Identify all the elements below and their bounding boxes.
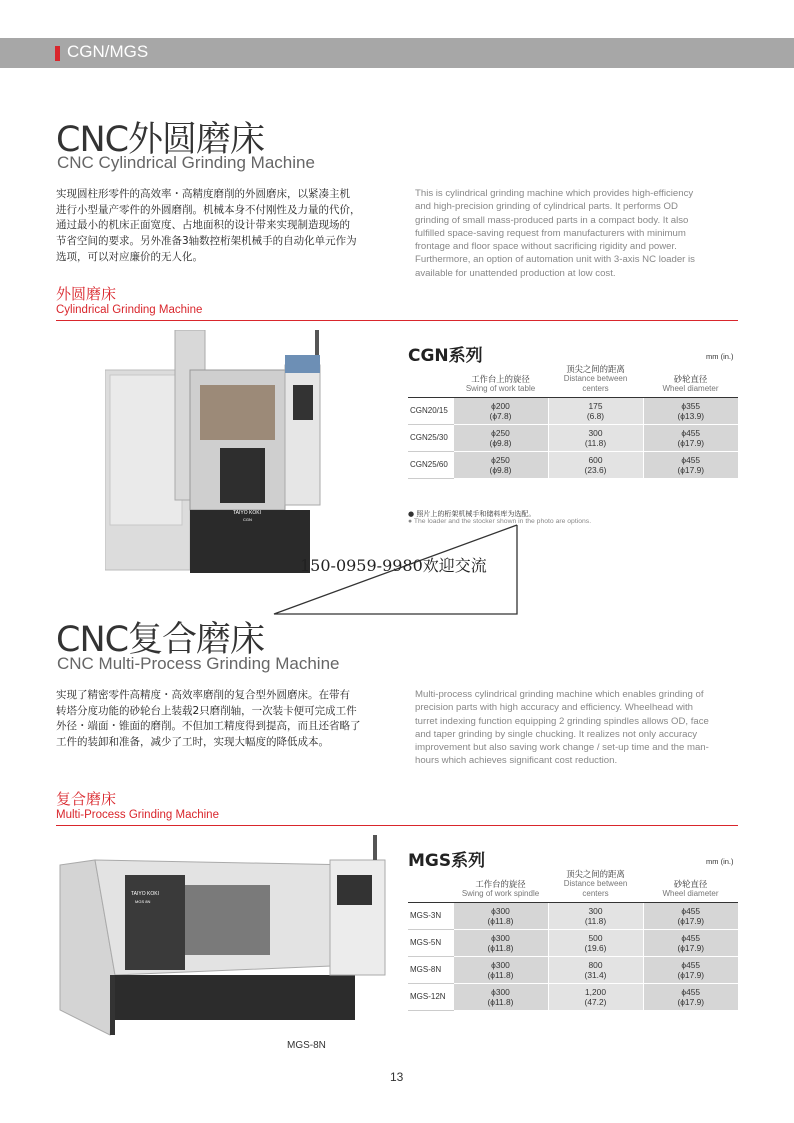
table-row: MGS-12N ϕ300 (ϕ11.8) 1,200 (47.2) ϕ455 (ϕ17.9) <box>408 984 738 1011</box>
photo1-brand: TAIYO KOKI <box>233 510 261 516</box>
mp-desc-en: Multi-process cylindrical grinding machine which enables grinding of precision parts with high accuracy and efficiency. Wheelhead with turret indexing function equipping 2 grinding spindles allows OD, face and taper grinding by single chucking. It realizes not only accuracy improvement but also saving work change / set-up time and the man- hours which achieves significant cost reduction. <box>415 689 709 767</box>
cgn-note-en: ● The loader and the stocker shown in the photo are options. <box>408 518 592 525</box>
mp-section-rule <box>56 825 738 826</box>
mp-desc-cn: 实现了精密零件高精度・高效率磨削的复合型外圆磨床。在带有 转塔分度功能的砂轮台上装载2只磨削轴，一次装卡便可完成工件 外径・端面・锥面的磨削。不但加工精度得到提高，而且还省略了 工件的装卸和准备，减少了工时，实现大幅度的降低成本。 <box>56 689 361 749</box>
table-row: MGS-3N ϕ300 (ϕ11.8) 300 (11.8) ϕ455 (ϕ17.9) <box>408 903 738 930</box>
mgs-machine-photo <box>55 835 395 1040</box>
cgn-unit: mm (in.) <box>706 352 734 361</box>
page-number: 13 <box>390 1070 404 1084</box>
od-desc-cn: 实现圆柱形零件的高效率・高精度磨削的外圆磨床，以紧凑主机 进行小型量产零件的外圆磨削。机械本身不付刚性及力量的代价， 通过最小的机床正面宽度、占地面积的设计带来实现制造现场的 节省空间的要求。另外准备3轴数控桁架机械手的自动化单元作为 选项，可以对应廉价的无人化。 <box>56 188 361 263</box>
table-header-swing: 工作台上的旋径 Swing of work table <box>453 362 548 398</box>
mgs-spec-table <box>408 867 738 1011</box>
cgn-table-title: CGN系列 <box>408 346 483 366</box>
mp-section-en: Multi-Process Grinding Machine <box>56 809 219 821</box>
cgn-note-cn: ● 照片上的桁架机械手和储料库为选配。 <box>408 510 536 518</box>
table-header-distance: 顶尖之间的距离 Distance between centers <box>548 362 643 398</box>
table-header-swing: 工作台的旋径 Swing of work spindle <box>453 867 548 903</box>
mgs-unit: mm (in.) <box>706 857 734 866</box>
photo1-model-plate: CGN <box>243 517 252 522</box>
photo2-model-plate: MGS 8N <box>135 899 151 904</box>
table-header-wheel: 砂轮直径 Wheel diameter <box>643 867 738 903</box>
table-header-model <box>408 867 453 903</box>
table-row: CGN25/60 ϕ250 (ϕ9.8) 600 (23.6) ϕ455 (ϕ17.9) <box>408 452 738 479</box>
od-section-cn: 外圆磨床 <box>56 285 117 303</box>
table-header-distance: 顶尖之间的距离 Distance between centers <box>548 867 643 903</box>
photo2-brand: TAIYO KOKI <box>131 891 159 897</box>
mgs-photo-caption: MGS-8N <box>287 1040 326 1051</box>
od-title-en: CNC Cylindrical Grinding Machine <box>57 153 315 172</box>
mp-title-cn: CNC复合磨床 <box>56 620 265 660</box>
mp-section-cn: 复合磨床 <box>56 790 117 808</box>
watermark-text: 150-0959-9980欢迎交流 <box>300 556 487 575</box>
od-section-en: Cylindrical Grinding Machine <box>56 304 203 316</box>
table-row: CGN20/15 ϕ200 (ϕ7.8) 175 (6.8) ϕ355 (ϕ13.9) <box>408 398 738 425</box>
mp-title-en: CNC Multi-Process Grinding Machine <box>57 654 340 673</box>
od-desc-en: This is cylindrical grinding machine which provides high-efficiency and high-precision grinding of cylindrical parts. It performs OD grinding of small mass-produced parts in a compact body. It also fulfilled space-saving request from manufacturers with minimum frontage and floor space without sacrificing rigidity and power. Furthermore, an option of automation unit with 3-axis NC loader is available for unattended production at low cost. <box>415 188 695 279</box>
od-title-cn: CNC外圆磨床 <box>56 120 265 160</box>
table-row: MGS-8N ϕ300 (ϕ11.8) 800 (31.4) ϕ455 (ϕ17.9) <box>408 957 738 984</box>
table-row: MGS-5N ϕ300 (ϕ11.8) 500 (19.6) ϕ455 (ϕ17.9) <box>408 930 738 957</box>
table-row: CGN25/30 ϕ250 (ϕ9.8) 300 (11.8) ϕ455 (ϕ17.9) <box>408 425 738 452</box>
header-label: CGN/MGS <box>67 42 149 61</box>
table-header-wheel: 砂轮直径 Wheel diameter <box>643 362 738 398</box>
mgs-table-title: MGS系列 <box>408 851 486 871</box>
